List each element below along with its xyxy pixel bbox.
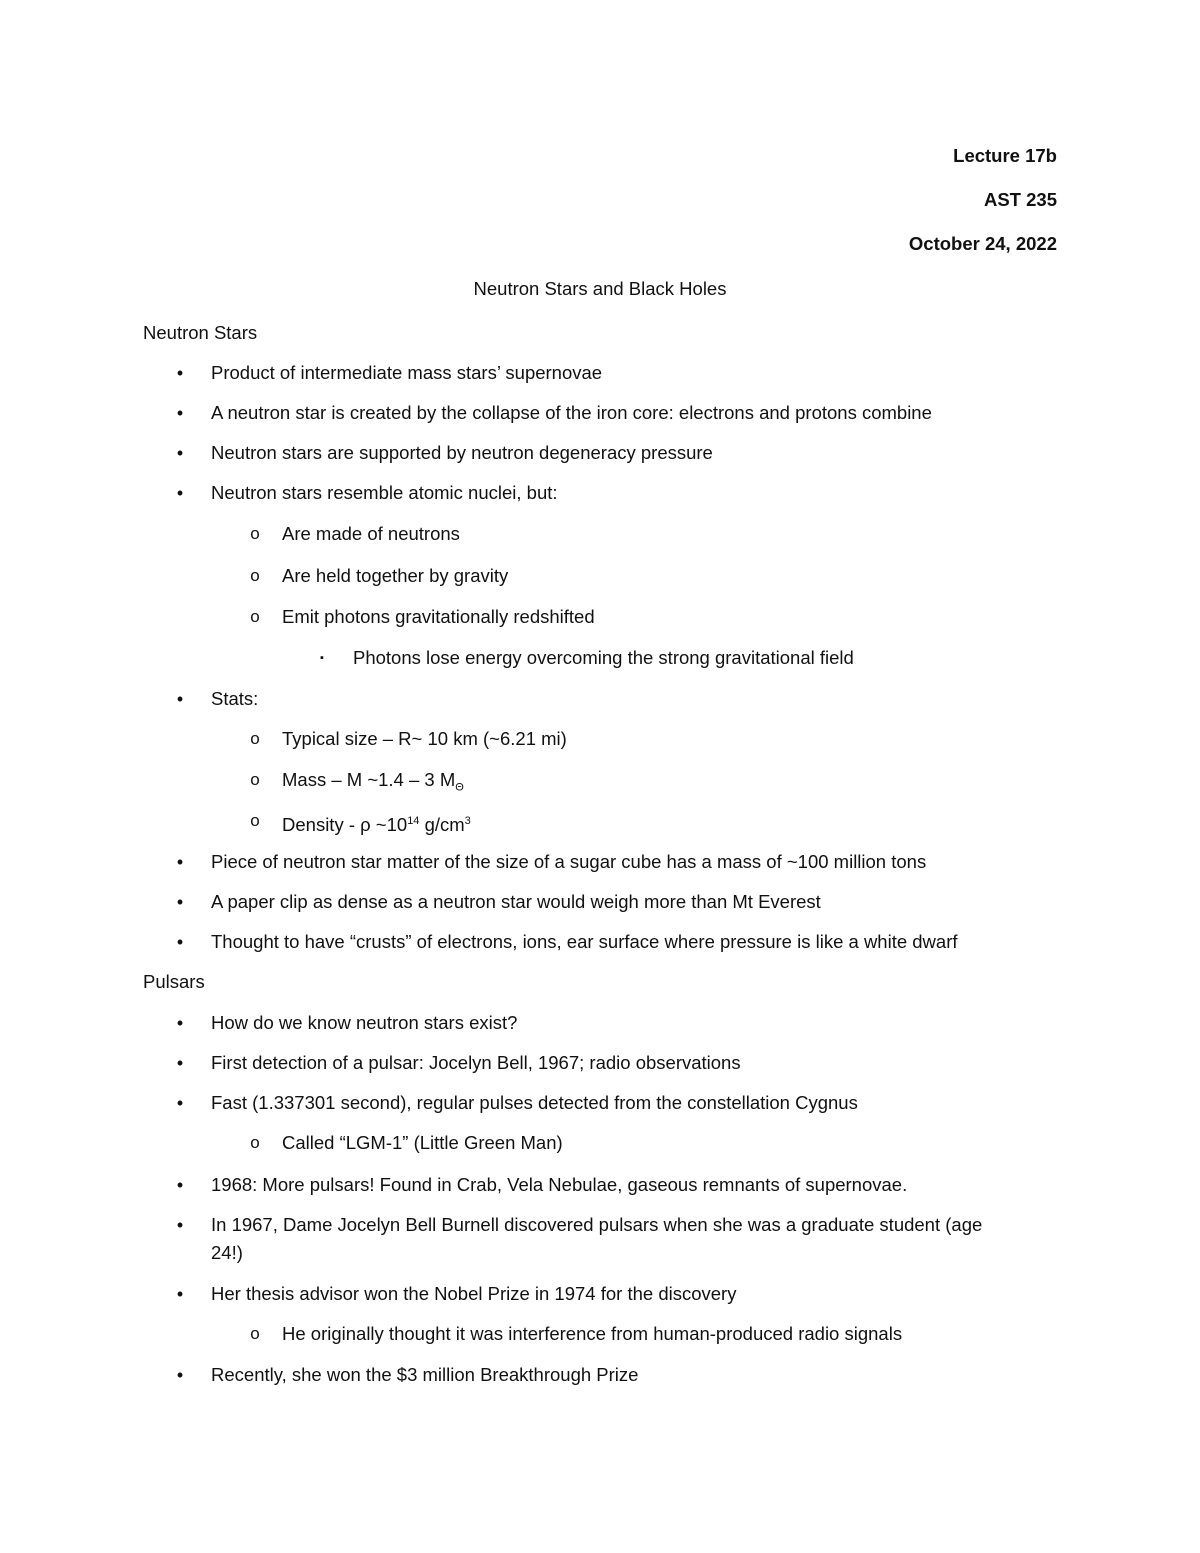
sun-symbol: Θ [455,781,464,794]
bullet-marker: • [176,892,184,912]
section-heading-neutron-stars: Neutron Stars [143,322,258,343]
bullet-marker: • [176,1284,184,1304]
bullet-marker: • [176,1093,184,1113]
list-item: Product of intermediate mass stars’ supernovae [211,362,603,383]
bullet-marker: • [176,1215,184,1235]
sub-list-item: He originally thought it was interference from human-produced radio signals [282,1323,903,1344]
circle-marker: o [250,729,260,748]
unit-exponent: 3 [464,815,471,827]
square-marker: ▪ [320,652,324,664]
density-exponent: 14 [407,815,420,827]
lecture-number: Lecture 17b [953,145,1057,166]
mass-text: Mass – M ~1.4 – 3 M [282,769,456,790]
sub-list-item-mass [282,768,464,800]
list-item: Neutron stars resemble atomic nuclei, but: [211,482,558,503]
circle-marker: o [250,566,260,585]
density-text: Density - ρ ~10 [282,814,408,836]
sub-list-item: Are held together by gravity [282,565,509,586]
bullet-marker: • [176,483,184,503]
section-heading-pulsars: Pulsars [143,971,205,992]
bullet-marker: • [176,689,184,709]
circle-marker: o [250,1324,260,1343]
list-item: 1968: More pulsars! Found in Crab, Vela Nebulae, gaseous remnants of supernovae. [211,1174,908,1195]
list-item: First detection of a pulsar: Jocelyn Bell, 1967; radio observations [211,1052,741,1073]
sub-list-item: Are made of neutrons [282,523,460,544]
list-item: A neutron star is created by the collapse of the iron core: electrons and protons combine [211,402,932,423]
circle-marker: o [250,607,260,626]
list-item: Neutron stars are supported by neutron degeneracy pressure [211,442,713,463]
list-item: Piece of neutron star matter of the size of a sugar cube has a mass of ~100 million tons [211,851,927,872]
sub-sub-list-item: Photons lose energy overcoming the strong gravitational field [353,647,854,668]
list-item-continuation: 24!) [211,1242,243,1263]
sub-list-item-density [282,809,471,837]
list-item: Thought to have “crusts” of electrons, ions, ear surface where pressure is like a white dwarf [211,931,958,952]
circle-marker: o [250,1133,260,1152]
bullet-marker: • [176,1365,184,1385]
bullet-marker: • [176,852,184,872]
lecture-date: October 24, 2022 [908,233,1057,254]
list-item: Stats: [211,688,259,709]
bullet-marker: • [176,363,184,383]
circle-marker: o [250,770,260,789]
bullet-marker: • [176,932,184,952]
list-item: Her thesis advisor won the Nobel Prize in 1974 for the discovery [211,1283,737,1304]
bullet-marker: • [176,1053,184,1073]
course-code: AST 235 [983,189,1057,210]
bullet-marker: • [176,403,184,423]
bullet-marker: • [176,443,184,463]
list-item: Fast (1.337301 second), regular pulses detected from the constellation Cygnus [211,1092,858,1113]
list-item: Recently, she won the $3 million Breakthrough Prize [211,1364,639,1385]
list-item: How do we know neutron stars exist? [211,1012,518,1033]
sub-list-item: Typical size – R~ 10 km (~6.21 mi) [282,728,567,749]
bullet-marker: • [176,1175,184,1195]
bullet-marker: • [176,1013,184,1033]
sub-list-item: Emit photons gravitationally redshifted [282,606,595,627]
density-unit: g/cm [419,814,465,836]
list-item: In 1967, Dame Jocelyn Bell Burnell discovered pulsars when she was a graduate student (age [211,1214,983,1235]
circle-marker: o [250,811,260,830]
sub-list-item: Called “LGM-1” (Little Green Man) [282,1132,563,1153]
circle-marker: o [250,524,260,543]
document-title: Neutron Stars and Black Holes [473,278,727,299]
list-item: A paper clip as dense as a neutron star would weigh more than Mt Everest [211,891,821,912]
